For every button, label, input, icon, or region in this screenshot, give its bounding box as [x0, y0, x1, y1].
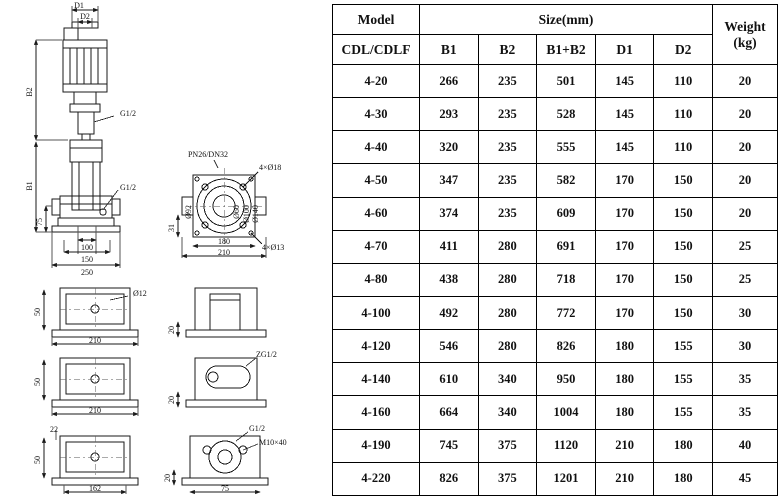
- table-row: [333, 197, 778, 230]
- cell-b1-plus-b2: 718: [537, 263, 596, 296]
- cell-b1-plus-b2: 1201: [537, 462, 596, 495]
- label-view2-phi12: Ø12: [133, 289, 147, 298]
- cell-b1-plus-b2: 555: [537, 131, 596, 164]
- table-row: [333, 363, 778, 396]
- label-view2-210: 210: [89, 336, 101, 345]
- cell-b1: 664: [420, 396, 479, 429]
- label-b2: B2: [25, 87, 34, 97]
- cell-model: 4-70: [333, 230, 420, 263]
- label-view3-50: 50: [33, 378, 42, 386]
- cell-d2: 150: [654, 296, 713, 329]
- cell-d2: 155: [654, 363, 713, 396]
- label-view4-22: 22: [50, 425, 58, 434]
- label-75: 75: [35, 218, 44, 226]
- table-row: [333, 296, 778, 329]
- table-row: [333, 396, 778, 429]
- label-31: 31: [167, 224, 176, 232]
- label-view4-g: G1/2: [249, 424, 265, 433]
- cell-b2: 235: [478, 65, 537, 98]
- table-row: [333, 164, 778, 197]
- cell-b1: 347: [420, 164, 479, 197]
- table-row: [333, 98, 778, 131]
- cell-d2: 180: [654, 462, 713, 495]
- cell-model: 4-60: [333, 197, 420, 230]
- label-d2-top: D2: [80, 12, 90, 21]
- cell-model: 4-30: [333, 98, 420, 131]
- cell-b1: 546: [420, 330, 479, 363]
- cell-d2: 110: [654, 98, 713, 131]
- label-180: 180: [218, 237, 230, 246]
- cell-b1: 320: [420, 131, 479, 164]
- cell-d1: 210: [595, 429, 654, 462]
- table-row: [333, 462, 778, 495]
- cell-d1: 170: [595, 230, 654, 263]
- table-row: [333, 131, 778, 164]
- cell-b2: 340: [478, 363, 537, 396]
- cell-b1: 492: [420, 296, 479, 329]
- header-d1: D1: [595, 35, 654, 65]
- label-250: 250: [81, 268, 93, 277]
- cell-d1: 170: [595, 296, 654, 329]
- label-phi140: Ø140: [251, 205, 260, 223]
- cell-weight: 35: [713, 363, 778, 396]
- header-model: Model: [333, 5, 420, 35]
- label-view3-zg: ZG1/2: [256, 350, 277, 359]
- cell-d2: 155: [654, 330, 713, 363]
- table-subheader-row: [333, 35, 778, 65]
- cell-weight: 30: [713, 330, 778, 363]
- cell-d2: 150: [654, 197, 713, 230]
- table-row: [333, 230, 778, 263]
- label-view2-20: 20: [167, 326, 176, 334]
- cell-d2: 110: [654, 131, 713, 164]
- cell-d2: 110: [654, 65, 713, 98]
- label-view4-75: 75: [221, 484, 229, 493]
- cell-b2: 375: [478, 429, 537, 462]
- cell-weight: 20: [713, 164, 778, 197]
- label-150: 150: [81, 255, 93, 264]
- cell-b1: 293: [420, 98, 479, 131]
- cell-b2: 280: [478, 330, 537, 363]
- label-b1: B1: [25, 181, 34, 191]
- cell-model: 4-100: [333, 296, 420, 329]
- cell-b2: 235: [478, 98, 537, 131]
- label-view2-50: 50: [33, 308, 42, 316]
- cell-b1: 610: [420, 363, 479, 396]
- cell-b1: 826: [420, 462, 479, 495]
- cell-model: 4-120: [333, 330, 420, 363]
- cell-b2: 280: [478, 263, 537, 296]
- cell-model: 4-50: [333, 164, 420, 197]
- cell-model: 4-80: [333, 263, 420, 296]
- cell-b1: 374: [420, 197, 479, 230]
- label-phi92: Ø92: [184, 205, 193, 219]
- label-view4-162: 162: [89, 484, 101, 493]
- cell-b1-plus-b2: 691: [537, 230, 596, 263]
- cell-b2: 280: [478, 230, 537, 263]
- cell-weight: 45: [713, 462, 778, 495]
- cell-d1: 145: [595, 98, 654, 131]
- header-size: Size(mm): [420, 5, 713, 35]
- label-g-half-lower: G1/2: [120, 183, 136, 192]
- label-210-flange: 210: [218, 248, 230, 257]
- label-view3-210: 210: [89, 406, 101, 415]
- cell-model: 4-160: [333, 396, 420, 429]
- cell-b1-plus-b2: 528: [537, 98, 596, 131]
- drawing-svg: [0, 0, 330, 500]
- table-row: [333, 429, 778, 462]
- header-b2: B2: [478, 35, 537, 65]
- technical-drawing-panel: [0, 0, 330, 500]
- cell-d1: 180: [595, 396, 654, 429]
- cell-weight: 20: [713, 131, 778, 164]
- cell-d1: 170: [595, 197, 654, 230]
- cell-d1: 170: [595, 263, 654, 296]
- cell-b1-plus-b2: 501: [537, 65, 596, 98]
- cell-model: 4-40: [333, 131, 420, 164]
- header-weight: [713, 5, 778, 65]
- cell-weight: 20: [713, 65, 778, 98]
- cell-b1: 266: [420, 65, 479, 98]
- cell-b1-plus-b2: 1120: [537, 429, 596, 462]
- specification-table-wrapper: [332, 4, 778, 496]
- cell-weight: 20: [713, 197, 778, 230]
- cell-b2: 235: [478, 131, 537, 164]
- cell-model: 4-220: [333, 462, 420, 495]
- cell-d1: 170: [595, 164, 654, 197]
- cell-d2: 150: [654, 230, 713, 263]
- cell-model: 4-190: [333, 429, 420, 462]
- cell-b1: 411: [420, 230, 479, 263]
- label-phi100: Ø100: [242, 205, 251, 223]
- cell-b1-plus-b2: 1004: [537, 396, 596, 429]
- label-g-half-upper: G1/2: [120, 109, 136, 118]
- cell-b1-plus-b2: 609: [537, 197, 596, 230]
- cell-b1-plus-b2: 826: [537, 330, 596, 363]
- cell-b2: 280: [478, 296, 537, 329]
- cell-d1: 145: [595, 131, 654, 164]
- table-row: [333, 330, 778, 363]
- header-b1: B1: [420, 35, 479, 65]
- table-row: [333, 263, 778, 296]
- header-d2: D2: [654, 35, 713, 65]
- label-view4-20: 20: [163, 474, 172, 482]
- header-b1-plus-b2: B1+B2: [537, 35, 596, 65]
- cell-weight: 25: [713, 263, 778, 296]
- cell-d1: 180: [595, 330, 654, 363]
- cell-d2: 155: [654, 396, 713, 429]
- label-holes-13: 4×Ø13: [262, 243, 285, 252]
- cell-weight: 40: [713, 429, 778, 462]
- header-weight-line2: (kg): [733, 34, 757, 50]
- specification-table: [332, 4, 778, 496]
- cell-d1: 210: [595, 462, 654, 495]
- table-body: [333, 65, 778, 496]
- cell-b2: 375: [478, 462, 537, 495]
- label-view4-50: 50: [33, 456, 42, 464]
- cell-weight: 20: [713, 98, 778, 131]
- label-flange-spec: PN26/DN32: [187, 150, 229, 159]
- header-weight-line1: Weight: [724, 18, 766, 34]
- header-model-series: CDL/CDLF: [333, 35, 420, 65]
- label-holes-18: 4×Ø18: [259, 163, 282, 172]
- cell-b1: 438: [420, 263, 479, 296]
- label-d1-top: D1: [74, 1, 84, 10]
- table-header-row: [333, 5, 778, 35]
- cell-b1-plus-b2: 950: [537, 363, 596, 396]
- cell-weight: 30: [713, 296, 778, 329]
- cell-b1: 745: [420, 429, 479, 462]
- cell-b1-plus-b2: 582: [537, 164, 596, 197]
- cell-d1: 145: [595, 65, 654, 98]
- cell-b2: 235: [478, 197, 537, 230]
- cell-b2: 235: [478, 164, 537, 197]
- cell-d2: 180: [654, 429, 713, 462]
- table-row: [333, 65, 778, 98]
- cell-b2: 340: [478, 396, 537, 429]
- cell-weight: 25: [713, 230, 778, 263]
- label-view3-20: 20: [167, 396, 176, 404]
- cell-d2: 150: [654, 263, 713, 296]
- cell-weight: 35: [713, 396, 778, 429]
- label-phi60: Ø60: [232, 205, 241, 219]
- cell-model: 4-20: [333, 65, 420, 98]
- cell-model: 4-140: [333, 363, 420, 396]
- cell-d2: 150: [654, 164, 713, 197]
- label-100: 100: [81, 243, 93, 252]
- cell-b1-plus-b2: 772: [537, 296, 596, 329]
- label-view4-m10: M10×40: [259, 438, 287, 447]
- cell-d1: 180: [595, 363, 654, 396]
